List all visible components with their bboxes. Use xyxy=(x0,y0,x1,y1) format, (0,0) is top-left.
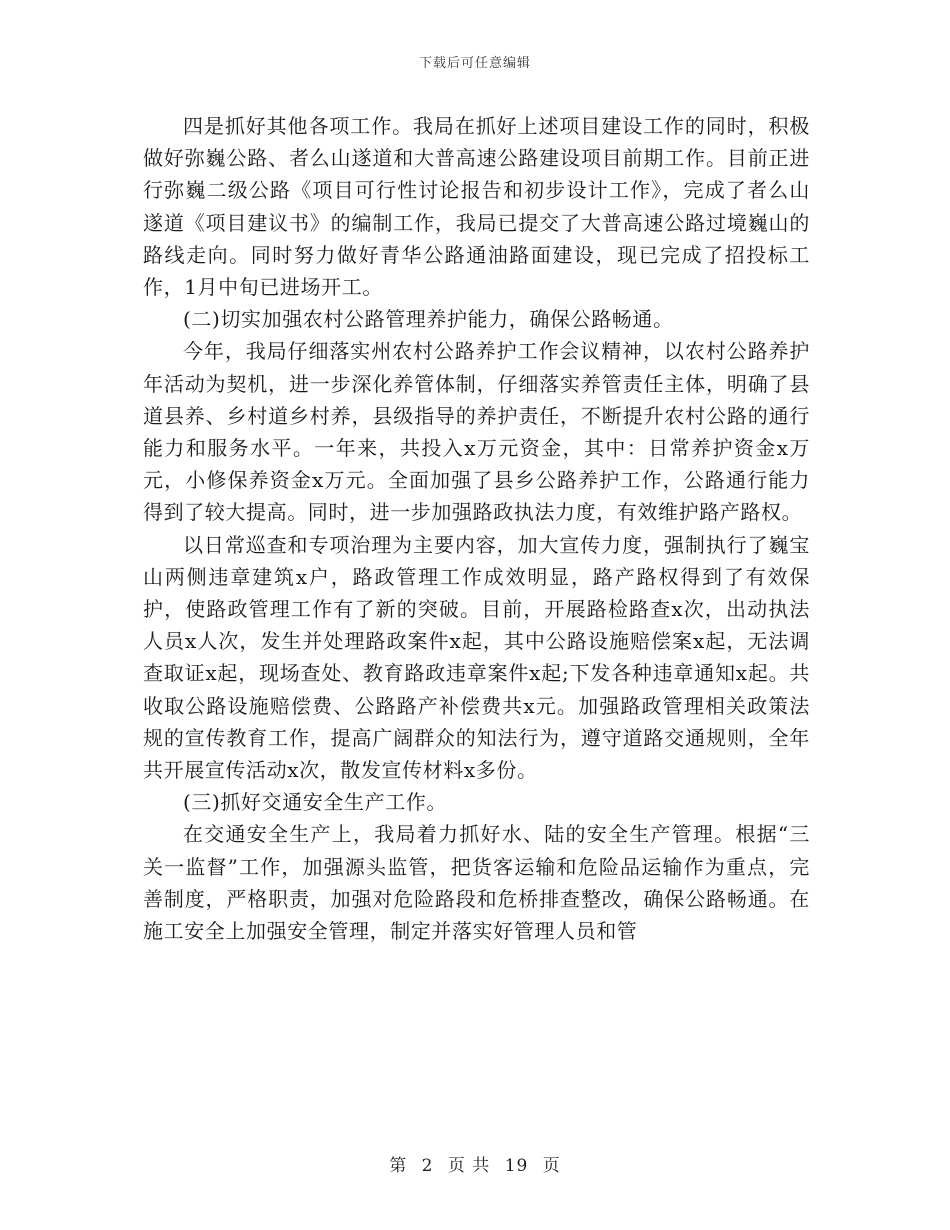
paragraph-traffic-safety: 在交通安全生产上，我局着力抓好水、陆的安全生产管理。根据“三关一监督”工作，加强源头监管，把货客运输和危险品运输作为重点，完善制度，严格职责，加强对危险路段和危桥排查整改，确保公路畅通。在施工安全上加强安全管理，制定并落实好管理人员和管 xyxy=(143,822,810,944)
footer-label-of: 页 共 xyxy=(447,1156,491,1176)
document-body xyxy=(143,110,810,947)
paragraph-road-administration: 以日常巡查和专项治理为主要内容，加大宣传力度，强制执行了巍宝山两侧违章建筑x户，路政管理工作成效明显，路产路权得到了有效保护，使路政管理工作有了新的突破。目前，开展路检路查x次，出动执法人员x人次，发生并处理路政案件x起，其中公路设施赔偿案x起，无法调查取证x起，现场查处、教育路政违章案件x起;下发各种违章通知x起。共收取公路设施赔偿费、公路路产补偿费共x元。加强路政管理相关政策法规的宣传教育工作，提高广阔群众的知法行为，遵守道路交通规则，全年共开展宣传活动x次，散发宣传材料x多份。 xyxy=(143,532,810,783)
footer-current-page: 2 xyxy=(421,1156,434,1176)
footer-label-page: 第 xyxy=(389,1156,408,1176)
footer-total-pages: 19 xyxy=(504,1156,529,1176)
section-heading-rural-roads: (二)切实加强农村公路管理养护能力，确保公路畅通。 xyxy=(183,307,674,332)
page-header: 下载后可任意编辑 xyxy=(418,56,531,71)
page-footer xyxy=(0,1151,950,1176)
footer-label-pages: 页 xyxy=(542,1156,561,1176)
section-heading-traffic-safety: (三)抓好交通安全生产工作。 xyxy=(183,790,448,815)
paragraph-rural-road-maintenance: 今年，我局仔细落实州农村公路养护工作会议精神，以农村公路养护年活动为契机，进一步深化养管体制，仔细落实养管责任主体，明确了县道县养、乡村道乡村养，县级指导的养护责任，不断提升农村公路的通行能力和服务水平。一年来，共投入x万元资金，其中：日常养护资金x万元，小修保养资金x万元。全面加强了县乡公路养护工作，公路通行能力得到了较大提高。同时，进一步加强路政执法力度，有效维护路产路权。 xyxy=(143,339,810,525)
paragraph-other-work: 四是抓好其他各项工作。我局在抓好上述项目建设工作的同时，积极做好弥巍公路、者么山遂道和大普高速公路建设项目前期工作。目前正进行弥巍二级公路《项目可行性讨论报告和初步设计工作》，完成了者么山遂道《项目建议书》的编制工作，我局已提交了大普高速公路过境巍山的路线走向。同时努力做好青华公路通油路面建设，现已完成了招投标工作，1月中旬已进场开工。 xyxy=(143,114,810,300)
